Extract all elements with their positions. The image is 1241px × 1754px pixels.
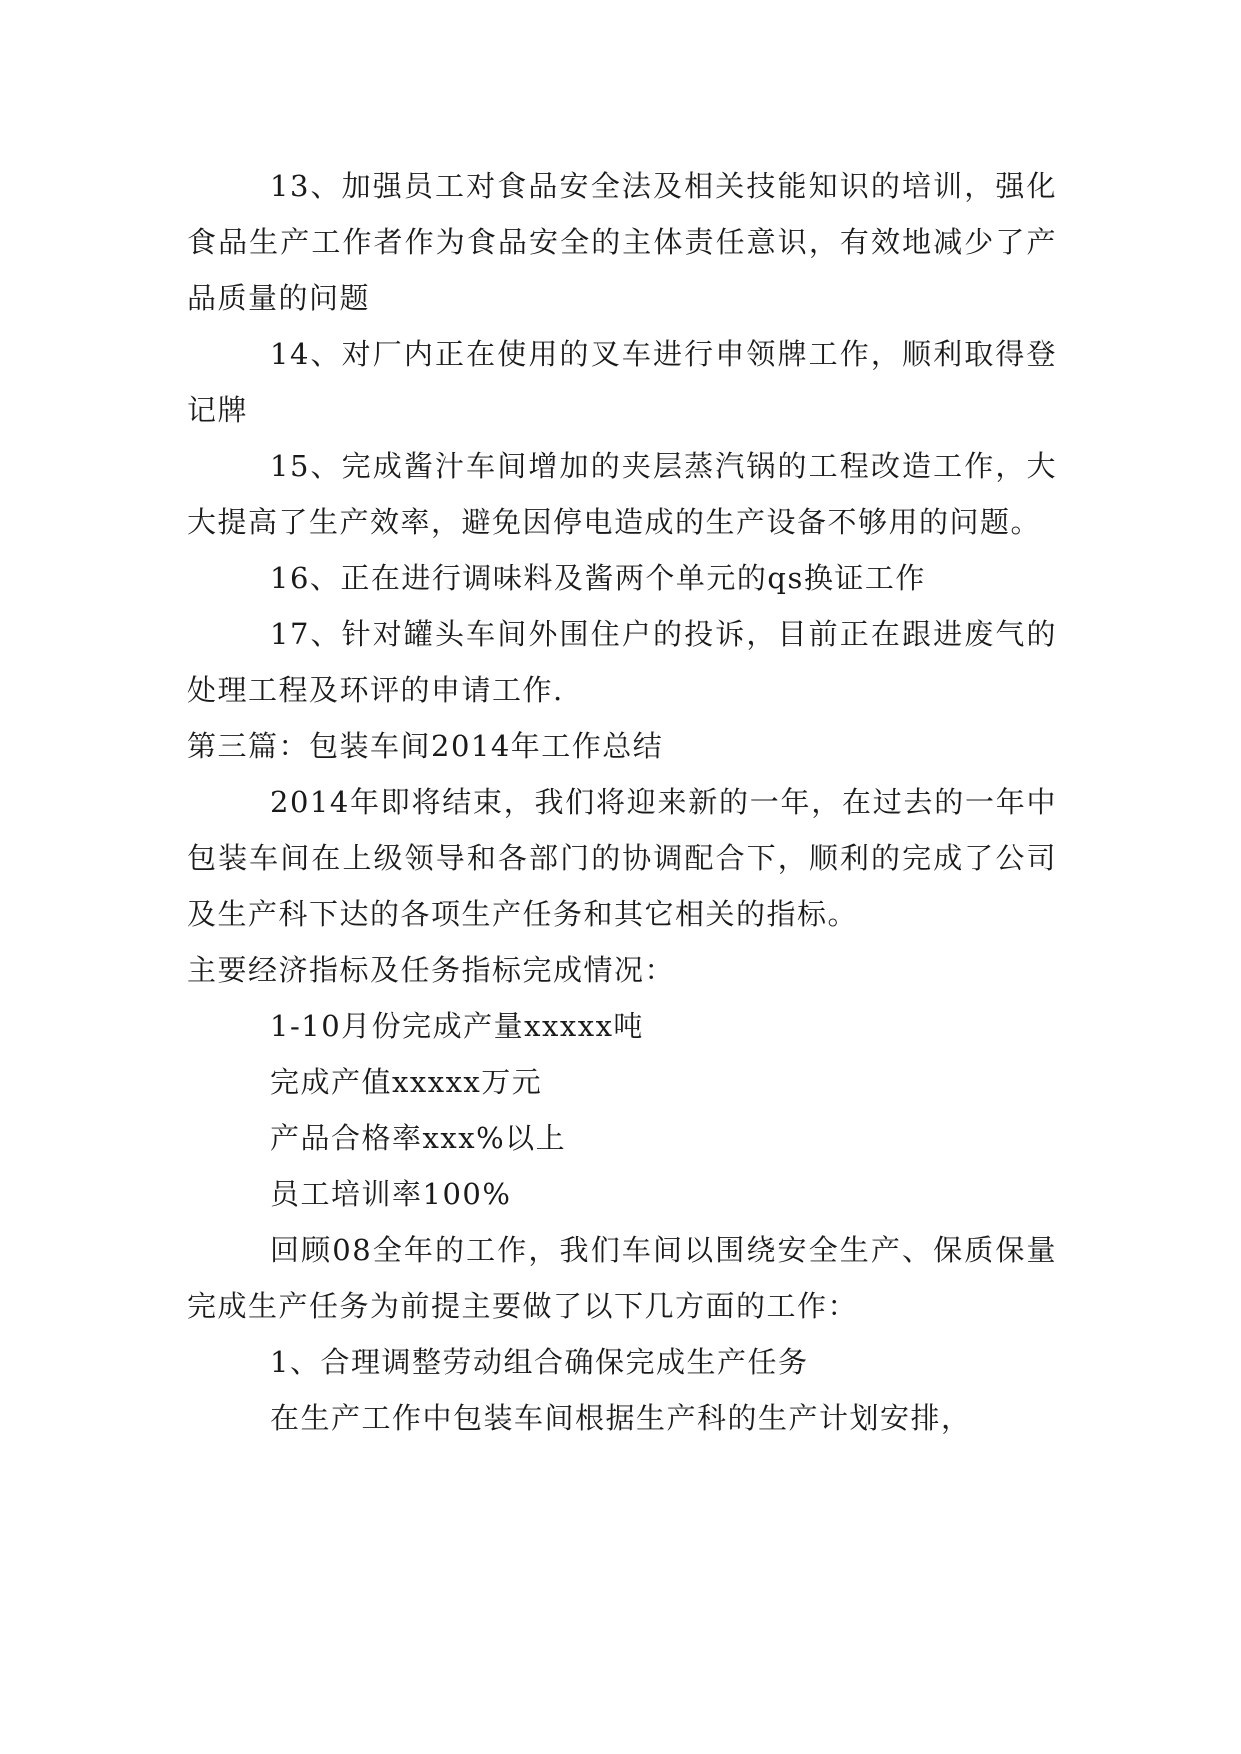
indicator-output: 1-10月份完成产量xxxxx吨 [270,1009,644,1043]
work-item-1-title: 1、合理调整劳动组合确保完成生产任务 [270,1345,809,1379]
paragraph-item-17: 17、针对罐头车间外围住户的投诉，目前正在跟进废气的处理工程及环评的申请工作. [187,617,1057,707]
indicator-training-rate: 员工培训率100% [270,1177,512,1211]
paragraph-item-13: 13、加强员工对食品安全法及相关技能知识的培训，强化食品生产工作者作为食品安全的主体责任意识，有效地减少了产品质量的问题 [187,169,1057,315]
paragraph-item-16: 16、正在进行调味料及酱两个单元的qs换证工作 [270,561,926,595]
paragraph-item-15: 15、完成酱汁车间增加的夹层蒸汽锅的工程改造工作，大大提高了生产效率，避免因停电造成的生产设备不够用的问题。 [187,449,1057,539]
work-item-1-body: 在生产工作中包装车间根据生产科的生产计划安排， [270,1401,972,1435]
indicators-title: 主要经济指标及任务指标完成情况： [187,953,676,987]
section-heading: 第三篇：包装车间2014年工作总结 [187,729,664,763]
indicator-value: 完成产值xxxxx万元 [270,1065,543,1099]
document-body [187,158,1057,1446]
review-paragraph: 回顾08全年的工作，我们车间以围绕安全生产、保质保量完成生产任务为前提主要做了以下几方面的工作： [187,1233,1057,1323]
intro-paragraph: 2014年即将结束，我们将迎来新的一年，在过去的一年中包装车间在上级领导和各部门的协调配合下，顺利的完成了公司及生产科下达的各项生产任务和其它相关的指标。 [187,785,1057,931]
paragraph-item-14: 14、对厂内正在使用的叉车进行申领牌工作，顺利取得登记牌 [187,337,1057,427]
indicator-pass-rate: 产品合格率xxx%以上 [270,1121,567,1155]
